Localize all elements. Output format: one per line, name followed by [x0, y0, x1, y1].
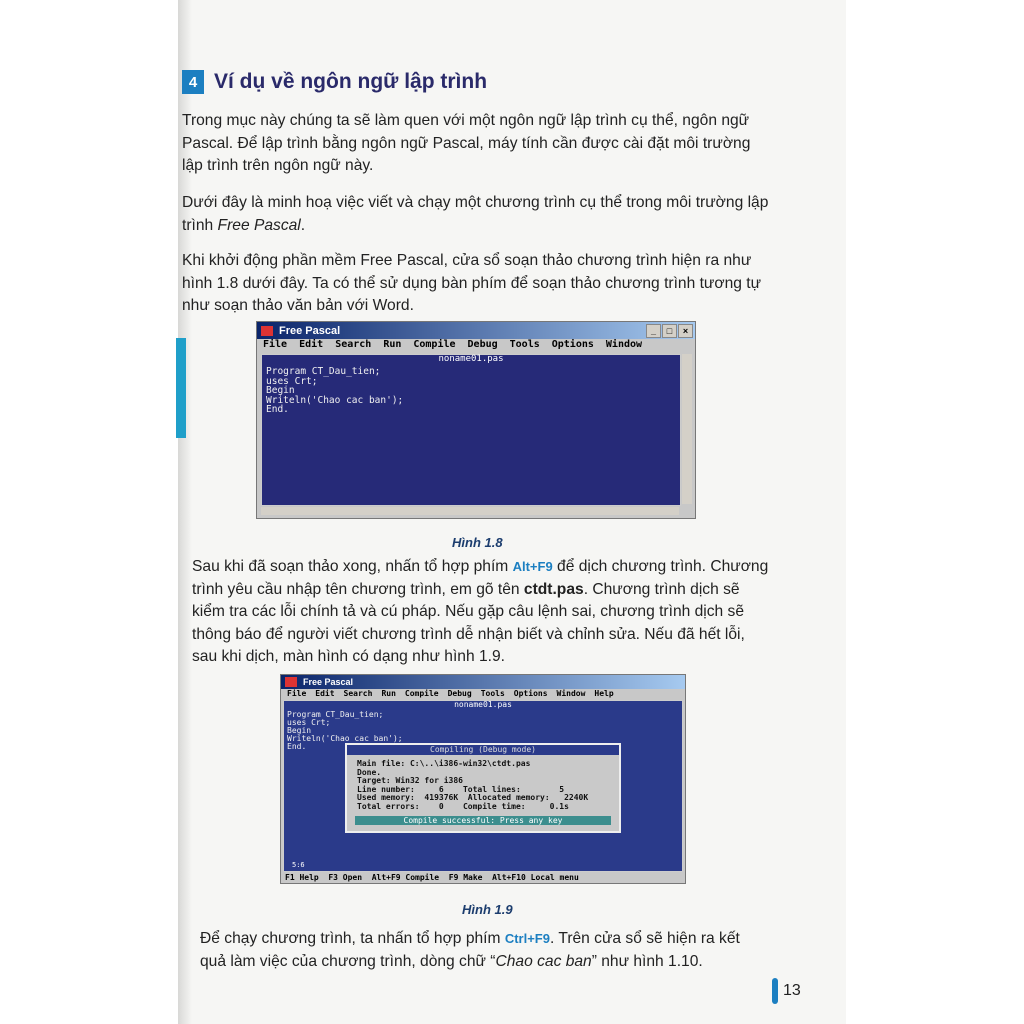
menu2-run: Run — [381, 689, 396, 698]
paragraph-5-text-b: . Trên cửa sổ sẽ hiện ra kết quả làm việc của chương trình, dòng chữ “ — [200, 930, 740, 970]
paragraph-4-text-a: Sau khi đã soạn thảo xong, nhấn tổ hợp phím — [192, 558, 513, 575]
editor-code: Program CT_Dau_tien; uses Crt; Begin Writeln('Chao cac ban'); End. — [266, 366, 404, 415]
horizontal-scrollbar — [261, 507, 679, 515]
dialog-details: Main file: C:\..\i386-win32\ctdt.pas Done. Target: Win32 for i386 Line number: 6 Total lines: 5 Used memory: 419376K Allocated memory: 2240K Total errors: 0 Compile time: 0.1s — [357, 759, 589, 811]
menu-search: Search — [335, 339, 372, 350]
menu2-file: File — [287, 689, 307, 698]
close-icon: × — [678, 324, 693, 338]
figure-1-caption: Hình 1.8 — [452, 535, 503, 550]
compile-dialog — [345, 743, 621, 833]
paragraph-3: Khi khởi động phần mềm Free Pascal, cửa sổ soạn thảo chương trình hiện ra như hình 1.8 dưới đây. Ta có thể sử dụng bàn phím để soạn thảo chương trình tương tự như soạn thảo văn bản với Word. — [182, 252, 762, 314]
key-ctrl-f9: Ctrl+F9 — [504, 931, 550, 946]
figure-2-caption: Hình 1.9 — [462, 902, 513, 917]
right-background — [846, 0, 1024, 1024]
fp-statusbar: F1 Help F3 Open Alt+F9 Compile F9 Make Alt+F10 Local menu — [281, 872, 685, 883]
paragraph-1: Trong mục này chúng ta sẽ làm quen với một ngôn ngữ lập trình cụ thể, ngôn ngữ Pascal. Để lập trình bằng ngôn ngữ Pascal, máy tính cần được cài đặt môi trường lập trình trên ngôn ngữ này. — [182, 112, 751, 174]
page-number: 13 — [783, 982, 801, 999]
menu-tools: Tools — [509, 339, 540, 350]
paragraph-5-text-a: Để chạy chương trình, ta nhấn tổ hợp phím — [200, 930, 505, 947]
menu-debug: Debug — [467, 339, 498, 350]
menu2-window: Window — [556, 689, 586, 698]
free-pascal-window-1 — [256, 321, 696, 519]
window-title-2: Free Pascal — [303, 677, 354, 687]
menu-file: File — [263, 339, 288, 350]
window-titlebar-2 — [281, 675, 685, 689]
paragraph-5-text-c: ” như hình 1.10. — [591, 952, 703, 970]
section-heading — [182, 70, 487, 94]
menu-compile: Compile — [413, 339, 456, 350]
menu2-compile: Compile — [404, 689, 439, 698]
paragraph-2-end: . — [300, 216, 306, 234]
section-title: Ví dụ về ngôn ngữ lập trình — [214, 70, 488, 93]
side-tab — [176, 338, 186, 438]
menu-run: Run — [383, 339, 402, 350]
paragraph-2-italic: Free Pascal — [217, 216, 301, 234]
menu2-edit: Edit — [315, 689, 335, 698]
paragraph-2 — [182, 192, 772, 237]
menu-edit: Edit — [299, 339, 324, 350]
page-number-block — [772, 978, 801, 1004]
menu-window: Window — [605, 339, 643, 350]
paragraph-5-italic: Chao cac ban — [495, 952, 592, 970]
window-titlebar — [257, 322, 695, 339]
menu2-help: Help — [594, 689, 614, 698]
maximize-icon: □ — [662, 324, 677, 338]
left-background — [0, 0, 178, 1024]
dialog-footer: Compile successful: Press any key — [355, 816, 611, 825]
paragraph-5 — [200, 928, 770, 973]
menu2-tools: Tools — [480, 689, 505, 698]
menu2-debug: Debug — [447, 689, 472, 698]
editor-area — [261, 354, 681, 506]
page-number-bar — [772, 978, 778, 1004]
key-alt-f9: Alt+F9 — [512, 559, 553, 574]
paragraph-2-text: Dưới đây là minh hoạ việc viết và chạy một chương trình cụ thể trong môi trường lập trình — [182, 194, 769, 234]
window-title: Free Pascal — [279, 324, 341, 337]
paragraph-4-text-b: để dịch chương trình. Chương trình yêu cầu nhập tên chương trình, em gõ tên — [192, 558, 769, 598]
fp-menubar-2 — [281, 689, 685, 699]
menu2-search: Search — [343, 689, 373, 698]
paragraph-4 — [192, 556, 770, 669]
window-controls — [646, 324, 693, 338]
menu2-options: Options — [513, 689, 548, 698]
paragraph-4-text-c: . Chương trình dịch sẽ kiểm tra các lỗi chính tả và cú pháp. Nếu gặp câu lệnh sai, chương trình dịch sẽ thông báo để người viết chương trình dễ nhận biết và chỉnh sửa. Nếu đã hết lỗi, sau khi dịch, màn hình có dạng như hình 1.9. — [192, 580, 745, 665]
fp-menubar — [257, 339, 695, 352]
app-icon-2 — [285, 677, 297, 687]
filename-ctdt: ctdt.pas — [523, 580, 584, 598]
dialog-header: Compiling (Debug mode) — [347, 745, 619, 755]
editor-filename-2: noname01.pas — [454, 700, 512, 709]
app-icon — [261, 326, 273, 336]
scrollbar — [682, 354, 692, 504]
cursor-position: 5:6 — [292, 861, 305, 869]
minimize-icon: _ — [646, 324, 661, 338]
menu-options: Options — [551, 339, 594, 350]
free-pascal-window-2 — [280, 674, 686, 884]
section-number: 4 — [182, 70, 204, 94]
editor-code-2: Program CT_Dau_tien; uses Crt; Begin Writeln('Chao cac ban'); End. — [287, 710, 403, 751]
editor-filename: noname01.pas — [438, 354, 504, 364]
